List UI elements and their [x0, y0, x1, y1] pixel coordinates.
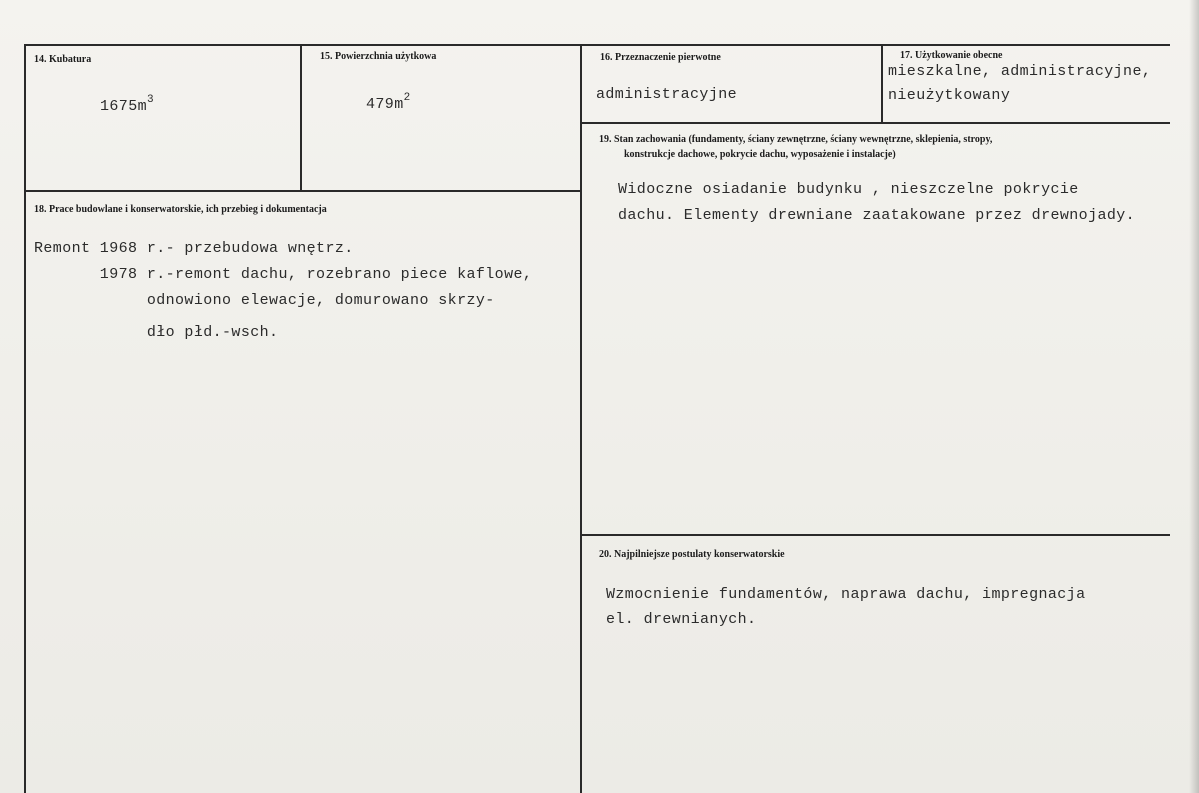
top-border-line: [24, 44, 1170, 46]
field-19-label-line-2: konstrukcje dachowe, pokrycie dachu, wyposażenie i instalacje): [624, 149, 896, 160]
cubature-value: 1675m: [100, 98, 148, 115]
field-19-label-line-1: 19. Stan zachowania (fundamenty, ściany zewnętrzne, ściany wewnętrzne, sklepienia, stropy,: [599, 134, 993, 145]
left-border-line: [24, 44, 26, 793]
field-19-line-2: dachu. Elementy drewniane zaatakowane przez drewnojady.: [618, 207, 1136, 224]
field-16-label: 16. Przeznaczenie pierwotne: [600, 52, 721, 63]
center-divider: [580, 44, 582, 793]
field-14-label: 14. Kubatura: [34, 54, 92, 65]
divider-16-19: [580, 122, 1170, 124]
field-18-line-4: dło płd.-wsch.: [34, 324, 279, 341]
field-14-value: [100, 89, 154, 120]
field-18-line-3: odnowiono elewacje, domurowano skrzy-: [34, 292, 495, 309]
divider-19-20: [580, 534, 1170, 536]
field-18-line-2: 1978 r.-remont dachu, rozebrano piece kaflowe,: [34, 266, 533, 283]
field-15-label: 15. Powierzchnia użytkowa: [320, 51, 437, 62]
field-17-line-1: mieszkalne, administracyjne,: [888, 63, 1152, 80]
area-unit-exponent: 2: [403, 92, 411, 104]
field-18-line-1: Remont 1968 r.- przebudowa wnętrz.: [34, 240, 354, 257]
divider-14-18: [24, 190, 582, 192]
field-20-line-1: Wzmocnienie fundamentów, naprawa dachu, impregnacja: [606, 586, 1086, 603]
field-15-value: [366, 87, 411, 118]
field-18-label: 18. Prace budowlane i konserwatorskie, ich przebieg i dokumentacja: [34, 204, 327, 215]
field-19-line-1: Widoczne osiadanie budynku , nieszczelne pokrycie: [618, 181, 1079, 198]
field-20-line-2: el. drewnianych.: [606, 611, 757, 628]
usable-area-value: 479m: [366, 96, 404, 113]
field-17-label: 17. Użytkowanie obecne: [900, 50, 1003, 61]
field-20-label: 20. Najpilniejsze postulaty konserwatorskie: [599, 549, 785, 560]
divider-16-17: [881, 44, 883, 122]
field-16-value: administracyjne: [596, 86, 738, 103]
field-17-line-2: nieużytkowany: [888, 87, 1011, 104]
divider-14-15: [300, 44, 302, 192]
scan-edge-shadow: [1189, 0, 1199, 793]
cubature-unit-exponent: 3: [147, 94, 155, 106]
